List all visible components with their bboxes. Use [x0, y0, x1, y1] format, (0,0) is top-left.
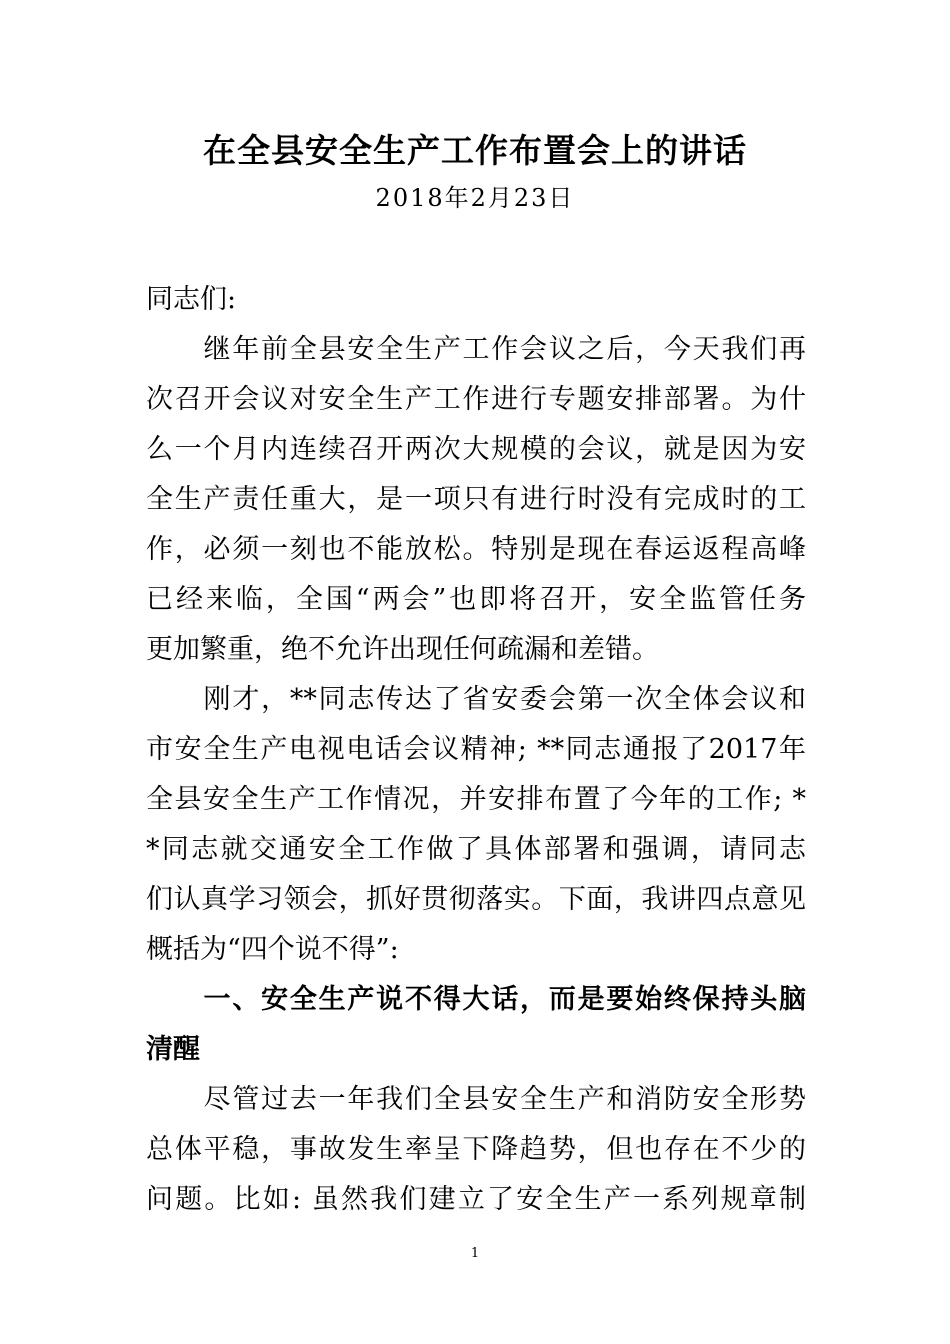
body-line: 全生产责任重大，是一项只有进行时没有完成时的工: [146, 484, 806, 515]
body-line: 尽管过去一年我们全县安全生产和消防安全形势: [146, 1084, 806, 1115]
body-line: 作，必须一刻也不能放松。特别是现在春运返程高峰: [146, 534, 806, 565]
body-line: 已经来临，全国“两会”也即将召开，安全监管任务: [146, 584, 806, 615]
page-number: 1: [470, 1246, 480, 1261]
document-title: 在全县安全生产工作布置会上的讲话: [203, 131, 747, 170]
body-line: 概括为“四个说不得”:: [146, 934, 399, 965]
document-date: 2018年2月23日: [375, 184, 575, 212]
salutation: 同志们:: [146, 284, 237, 315]
body-line: 刚才，**同志传达了省安委会第一次全体会议和: [146, 684, 806, 715]
body-line: 更加繁重，绝不允许出现任何疏漏和差错。: [146, 634, 659, 665]
body-line: 问题。比如: 虽然我们建立了安全生产一系列规章制: [146, 1184, 806, 1215]
body-line: 们认真学习领会，抓好贯彻落实。下面，我讲四点意见: [146, 884, 806, 915]
body-line: 继年前全县安全生产工作会议之后，今天我们再: [146, 334, 806, 365]
body-line: 总体平稳，事故发生率呈下降趋势，但也存在不少的: [146, 1134, 806, 1165]
body-line: 全县安全生产工作情况，并安排布置了今年的工作; *: [146, 784, 806, 815]
body-line: 么一个月内连续召开两次大规模的会议，就是因为安: [146, 434, 806, 465]
body-line: 次召开会议对安全生产工作进行专题安排部署。为什: [146, 384, 806, 415]
section-heading: 清醒: [146, 1034, 200, 1065]
section-heading: 一、安全生产说不得大话，而是要始终保持头脑: [146, 984, 806, 1015]
body-line: 市安全生产电视电话会议精神; **同志通报了2017年: [146, 734, 806, 765]
body-line: *同志就交通安全工作做了具体部署和强调，请同志: [146, 834, 806, 865]
